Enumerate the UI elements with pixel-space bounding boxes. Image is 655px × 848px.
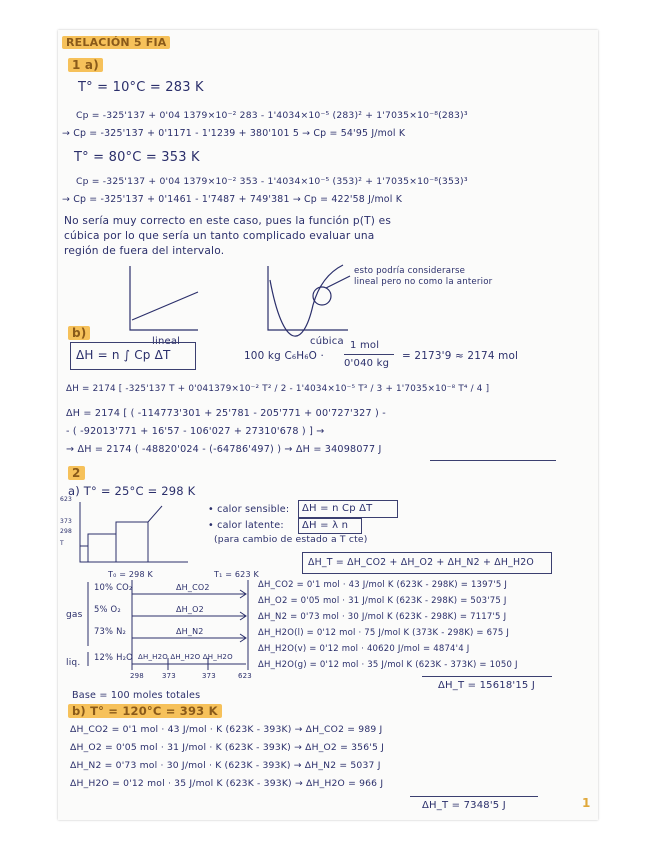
lineal-line xyxy=(132,292,198,320)
cp-line-1: Cp = -325'137 + 0'04 1379×10⁻² 283 - 1'4034×10⁻⁵ (283)² + 1'7035×10⁻⁸(283)³ xyxy=(76,110,468,121)
section-1a-label: 1 a) xyxy=(68,58,103,72)
pct-h2o: 12% H₂O xyxy=(94,652,133,662)
graph-note-2: lineal pero no como la anterior xyxy=(354,277,493,287)
y-tick-373: 373 xyxy=(60,518,73,525)
cp-line-3: Cp = -325'137 + 0'04 1379×10⁻² 353 - 1'4034×10⁻⁵ (353)² + 1'7035×10⁻⁸(353)³ xyxy=(76,176,468,187)
fraction-bar xyxy=(344,354,394,355)
temperature-step-graph xyxy=(58,498,198,568)
section-1b-label: b) xyxy=(68,326,90,340)
result-underline xyxy=(430,460,556,461)
conversion-result: = 2173'9 ≈ 2174 mol xyxy=(402,350,519,362)
detail-h2o-gas: ΔH_H2O(g) = 0'12 mol · 35 J/mol K (623K - 373K) = 1050 J xyxy=(258,660,518,670)
arrow-label-h2o: ΔH_H2O ΔH_H2O ΔH_H2O xyxy=(138,653,233,661)
y-tick-623: 623 xyxy=(60,496,73,503)
y-tick-298: 298 xyxy=(60,528,73,535)
lineal-axes xyxy=(130,266,198,330)
conversion-numerator: 1 mol xyxy=(350,340,380,351)
arrow-label-co2: ΔH_CO2 xyxy=(176,583,210,592)
base-note: Base = 100 moles totales xyxy=(72,690,201,701)
integral-line-2: ΔH = 2174 [ ( -114773'301 + 25'781 - 205'771 + 00'727'327 ) - xyxy=(66,408,386,419)
detail-n2: ΔH_N2 = 0'73 mol · 30 J/mol K (623K - 298K) = 7117'5 J xyxy=(258,612,507,622)
total-2b: ΔH_T = 7348'5 J xyxy=(422,800,506,811)
detail-h2o-vap: ΔH_H2O(v) = 0'12 mol · 40620 J/mol = 4874'4 J xyxy=(258,644,470,654)
detail-2b-o2: ΔH_O2 = 0'05 mol · 31 J/mol · K (623K - 393K) → ΔH_O2 = 356'5 J xyxy=(70,742,385,753)
cp-line-2: → Cp = -325'137 + 0'1171 - 1'1239 + 380'101 5 → Cp = 54'95 J/mol K xyxy=(62,128,406,139)
detail-o2: ΔH_O2 = 0'05 mol · 31 J/mol K (623K - 298K) = 503'75 J xyxy=(258,596,507,606)
enthalpy-formula: ΔH = n ∫ Cp ΔT xyxy=(76,348,171,362)
total-2a: ΔH_T = 15618'15 J xyxy=(438,680,536,691)
graph-note-1: esto podría considerarse xyxy=(354,266,466,276)
detail-h2o-liquid: ΔH_H2O(l) = 0'12 mol · 75 J/mol K (373K - 298K) = 675 J xyxy=(258,628,510,638)
detail-co2: ΔH_CO2 = 0'1 mol · 43 J/mol K (623K - 298K) = 1397'5 J xyxy=(258,580,508,590)
arrow-label-n2: ΔH_N2 xyxy=(176,627,204,636)
detail-2b-n2: ΔH_N2 = 0'73 mol · 30 J/mol · K (623K - 393K) → ΔH_N2 = 5037 J xyxy=(70,760,381,771)
tick-373a: 373 xyxy=(162,672,176,680)
page-number: 1 xyxy=(582,796,591,810)
section-2-label: 2 xyxy=(68,466,85,480)
bullet-sensible: • calor sensible: xyxy=(208,504,290,515)
paragraph-line-1: No sería muy correcto en este caso, pues la función p(T) es xyxy=(64,215,392,227)
section-2b-heading: b) T° = 120°C = 393 K xyxy=(68,704,222,718)
bullet-note: (para cambio de estado a T cte) xyxy=(214,534,368,545)
flow-diagram xyxy=(58,580,258,690)
sketch-graphs xyxy=(58,260,598,340)
temperature-2: T° = 80°C = 353 K xyxy=(74,150,200,165)
conversion-mass: 100 kg C₆H₆O · xyxy=(244,350,325,362)
pct-o2: 5% O₂ xyxy=(94,604,121,614)
detail-2b-h2o: ΔH_H2O = 0'12 mol · 35 J/mol K (623K - 393K) → ΔH_H2O = 966 J xyxy=(70,778,384,789)
paragraph-line-2: cúbica por lo que sería un tanto complicado evaluar una xyxy=(64,230,375,242)
cp-line-4: → Cp = -325'137 + 0'1461 - 1'7487 + 749'381 → Cp = 422'58 J/mol K xyxy=(62,194,403,205)
total-underline xyxy=(422,676,552,677)
conversion-denominator: 0'040 kg xyxy=(344,358,390,369)
total-enthalpy-formula: ΔH_T = ΔH_CO2 + ΔH_O2 + ΔH_N2 + ΔH_H2O xyxy=(308,557,534,568)
t0-label: T₀ = 298 K xyxy=(108,570,153,579)
detail-2b-co2: ΔH_CO2 = 0'1 mol · 43 J/mol · K (623K - 393K) → ΔH_CO2 = 989 J xyxy=(70,724,383,735)
tick-623: 623 xyxy=(238,672,252,680)
gas-label: gas xyxy=(66,610,83,620)
t1-label: T₁ = 623 K xyxy=(214,570,259,579)
bullet-latente: • calor latente: xyxy=(208,520,284,531)
section-2a-heading: a) T° = 25°C = 298 K xyxy=(68,484,196,498)
integral-line-1: ΔH = 2174 [ -325'137 T + 0'041379×10⁻² T² / 2 - 1'4034×10⁻⁵ T³ / 3 + 1'7035×10⁻⁸ T⁴ / 4 ] xyxy=(66,384,490,394)
temperature-1: T° = 10°C = 283 K xyxy=(78,80,204,95)
latente-formula: ΔH = λ n xyxy=(302,520,349,531)
integral-line-3: - ( -92013'771 + 16'57 - 106'027 + 27310'678 ) ] → xyxy=(66,426,325,437)
note-arrow xyxy=(326,276,350,288)
pct-n2: 73% N₂ xyxy=(94,626,127,636)
integral-line-4: → ΔH = 2174 ( -48820'024 - (-64786'497) ) → ΔH = 34098077 J xyxy=(66,444,382,455)
graph-label-cubica: cúbica xyxy=(310,336,344,347)
tick-298: 298 xyxy=(130,672,144,680)
liquid-label: liq. xyxy=(66,658,81,668)
y-axis-label: T xyxy=(60,540,64,547)
cubica-curve xyxy=(270,265,343,336)
page-title: RELACIÓN 5 FIA xyxy=(62,36,170,49)
paragraph-line-3: región de fuera del intervalo. xyxy=(64,245,225,257)
tick-373b: 373 xyxy=(202,672,216,680)
pct-co2: 10% CO₂ xyxy=(94,582,133,592)
graph-label-lineal: lineal xyxy=(152,336,181,347)
total-2b-underline xyxy=(410,796,538,797)
sensible-formula: ΔH = n Cp ΔT xyxy=(302,503,373,514)
notebook-page xyxy=(58,30,598,820)
arrow-label-o2: ΔH_O2 xyxy=(176,605,204,614)
